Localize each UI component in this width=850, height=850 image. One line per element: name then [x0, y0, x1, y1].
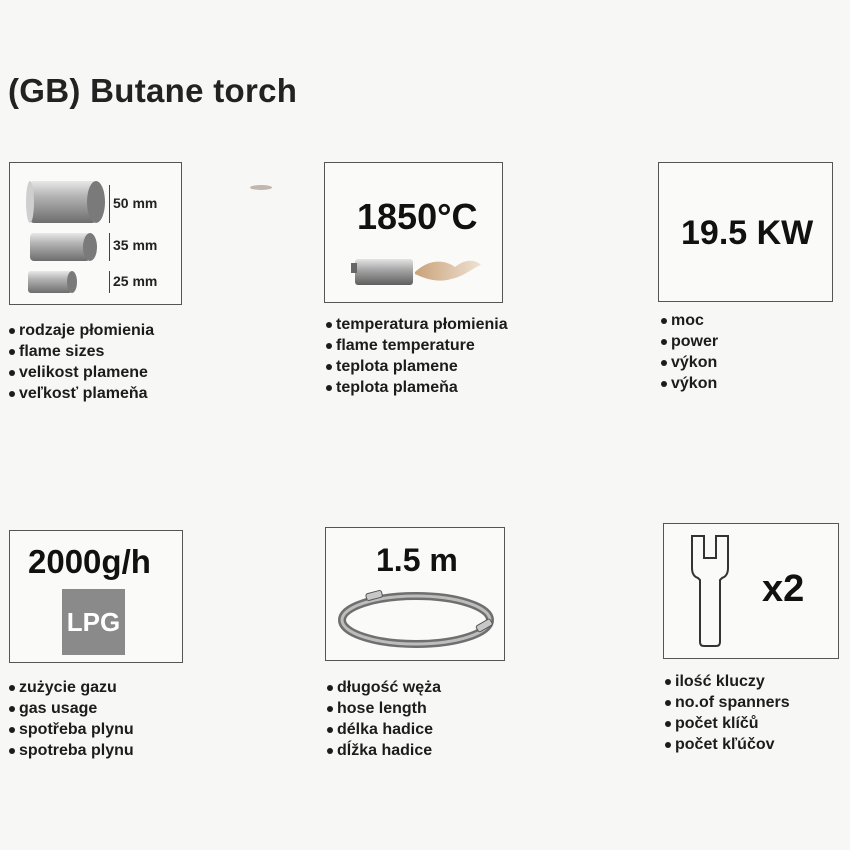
list-item: moc: [661, 310, 718, 331]
gas-usage-value: 2000g/h: [28, 543, 151, 580]
power-labels: [661, 310, 718, 394]
hose-icon: [336, 582, 496, 654]
gas-usage-panel: [9, 530, 183, 663]
list-item: výkon: [661, 373, 718, 394]
list-item: velikost plamene: [9, 362, 154, 383]
list-item: rodzaje płomienia: [9, 320, 154, 341]
list-item: výkon: [661, 352, 718, 373]
flame-sizes-panel: [9, 162, 182, 305]
spanner-icon: [686, 532, 734, 648]
dimension-line: [109, 185, 110, 223]
cylinder-50-icon: [24, 179, 108, 225]
lpg-badge: LPG: [62, 589, 125, 655]
temperature-labels: [326, 314, 508, 398]
list-item: zużycie gazu: [9, 677, 134, 698]
cylinder-25-icon: [24, 269, 80, 295]
list-item: ilość kluczy: [665, 671, 790, 692]
list-item: flame temperature: [326, 335, 508, 356]
list-item: počet klíčů: [665, 713, 790, 734]
hose-labels: [327, 677, 441, 761]
list-item: hose length: [327, 698, 441, 719]
list-item: gas usage: [9, 698, 134, 719]
flame-sizes-labels: [9, 320, 154, 404]
list-item: teplota plamene: [326, 356, 508, 377]
torch-flame-icon: [351, 251, 483, 287]
list-item: veľkosť plameňa: [9, 383, 154, 404]
page-title: (GB) Butane torch: [8, 72, 298, 109]
size-label-35: 35 mm: [113, 237, 158, 253]
power-panel: [658, 162, 833, 302]
spanner-count: x2: [762, 568, 805, 610]
print-speck: [250, 185, 272, 190]
list-item: no.of spanners: [665, 692, 790, 713]
list-item: počet kľúčov: [665, 734, 790, 755]
temperature-panel: [324, 162, 503, 303]
list-item: power: [661, 331, 718, 352]
cylinder-35-icon: [26, 231, 100, 263]
list-item: temperatura płomienia: [326, 314, 508, 335]
size-label-25: 25 mm: [113, 273, 158, 289]
list-item: spotřeba plynu: [9, 719, 134, 740]
spanners-panel: [663, 523, 839, 659]
temperature-value: 1850°C: [357, 196, 478, 237]
list-item: dĺžka hadice: [327, 740, 441, 761]
size-label-50: 50 mm: [113, 195, 158, 211]
list-item: flame sizes: [9, 341, 154, 362]
list-item: spotreba plynu: [9, 740, 134, 761]
gas-usage-labels: [9, 677, 134, 761]
list-item: teplota plameňa: [326, 377, 508, 398]
dimension-line: [109, 233, 110, 261]
list-item: délka hadice: [327, 719, 441, 740]
hose-length-value: 1.5 m: [376, 542, 458, 578]
dimension-line: [109, 271, 110, 293]
spanners-labels: [665, 671, 790, 755]
power-value: 19.5 KW: [681, 214, 814, 252]
list-item: długość węża: [327, 677, 441, 698]
hose-panel: [325, 527, 505, 661]
